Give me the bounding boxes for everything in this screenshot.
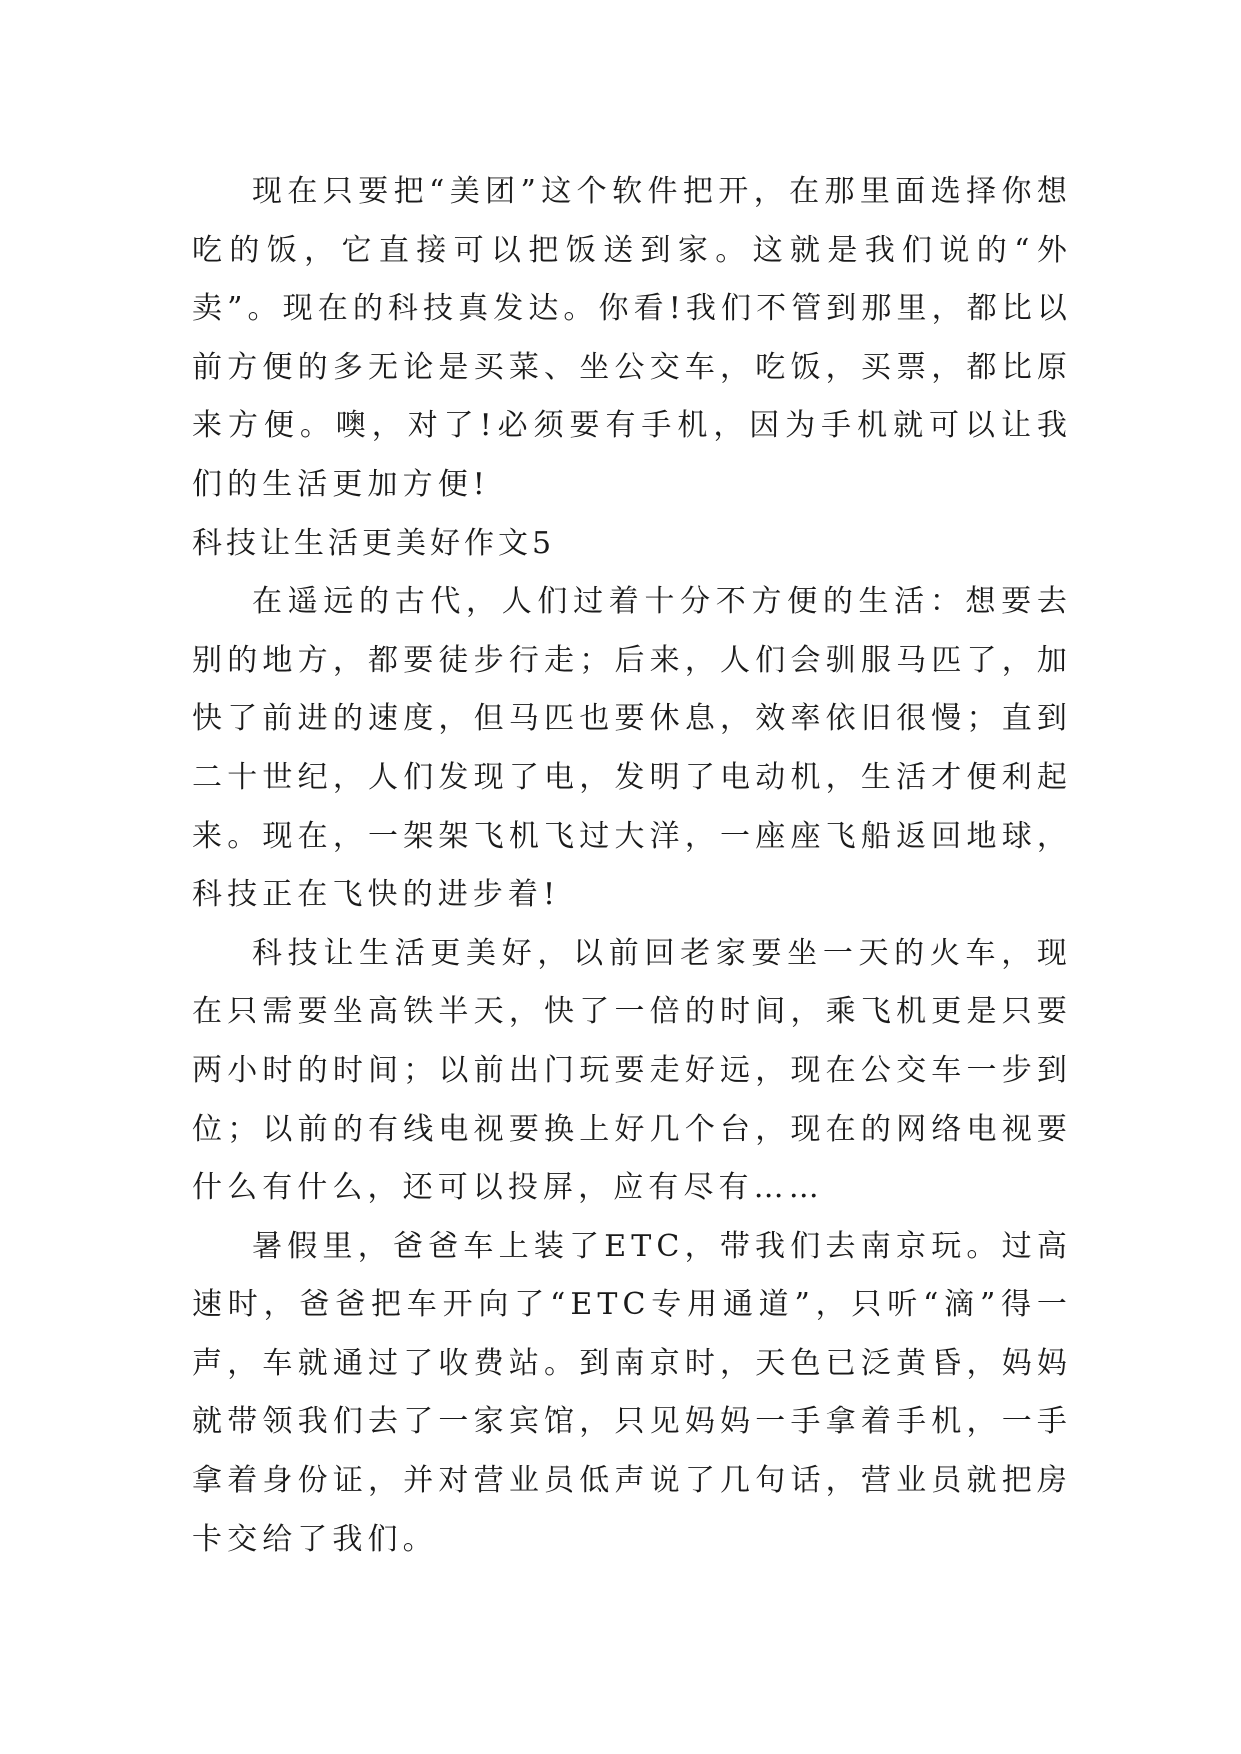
document-body (192, 163, 1072, 1569)
section-heading: 科技让生活更美好作文5 (192, 525, 556, 561)
paragraph-summer-trip: 暑假里，爸爸车上装了ETC，带我们去南京玩。过高速时，爸爸把车开向了“ETC专用通道”，只听“滴”得一声，车就通过了收费站。到南京时，天色已泛黄昏，妈妈就带领我们去了一家宾馆，只见妈妈一手拿着手机，一手拿着身份证，并对营业员低声说了几句话，营业员就把房卡交给了我们。 (192, 1228, 1072, 1557)
paragraph-ancient-times: 在遥远的古代，人们过着十分不方便的生活：想要去别的地方，都要徒步行走；后来，人们会驯服马匹了，加快了前进的速度，但马匹也要休息，效率依旧很慢；直到二十世纪，人们发现了电，发明了电动机，生活才便利起来。现在，一架架飞机飞过大洋，一座座飞船返回地球，科技正在飞快的进步着! (192, 584, 1072, 913)
paragraph-takeout: 现在只要把“美团”这个软件把开，在那里面选择你想吃的饭，它直接可以把饭送到家。这就是我们说的“外卖”。现在的科技真发达。你看!我们不管到那里，都比以前方便的多无论是买菜、坐公交车，吃饭，买票，都比原来方便。噢，对了!必须要有手机，因为手机就可以让我们的生活更加方便! (192, 174, 1072, 502)
paragraph-travel-tech: 科技让生活更美好，以前回老家要坐一天的火车，现在只需要坐高铁半天，快了一倍的时间，乘飞机更是只要两小时的时间；以前出门玩要走好远，现在公交车一步到位；以前的有线电视要换上好几个台，现在的网络电视要什么有什么，还可以投屏，应有尽有…… (192, 935, 1072, 1206)
